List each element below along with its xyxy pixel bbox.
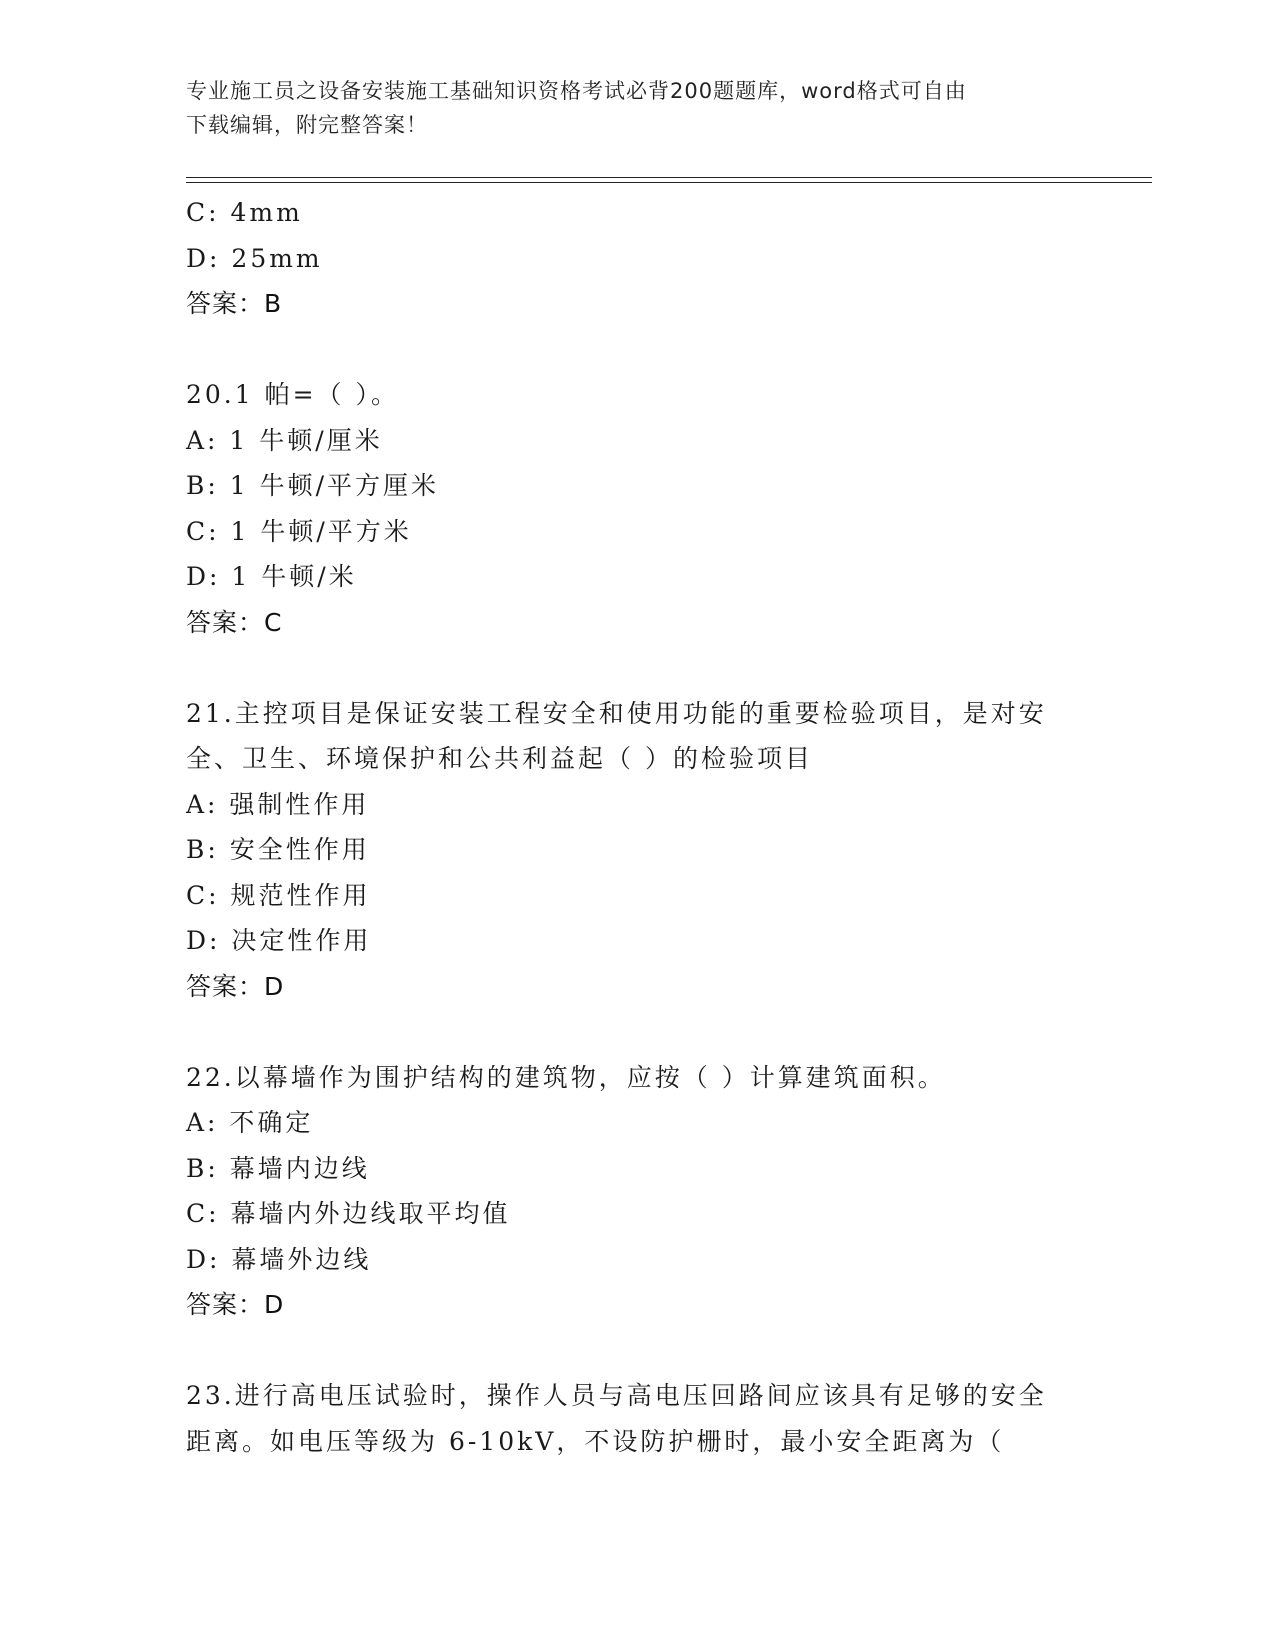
header-rule-bottom <box>186 182 1152 183</box>
question-stem-line-2: 距离。如电压等级为 6-10kV，不设防护栅时，最小安全距离为（ <box>186 1426 1005 1456</box>
spacer <box>186 645 1086 691</box>
option-d: D: 幕墙外边线 <box>186 1244 372 1274</box>
header-rule-top <box>186 177 1152 178</box>
answer-line: 答案：C <box>186 607 283 637</box>
option-a: A: 不确定 <box>186 1108 314 1137</box>
option-c: C: 4mm <box>186 198 303 227</box>
option-d: D: 1 牛顿/米 <box>186 562 357 591</box>
spacer <box>186 1328 1086 1374</box>
option-c: C: 规范性作用 <box>186 880 371 910</box>
option-b: B: 幕墙内边线 <box>186 1153 370 1183</box>
option-a: A: 1 牛顿/厘米 <box>186 425 383 455</box>
question-19-tail <box>186 190 1086 327</box>
question-stem: 22.以幕墙作为围护结构的建筑物，应按（ ）计算建筑面积。 <box>186 1062 946 1092</box>
option-c: C: 1 牛顿/平方米 <box>186 516 412 546</box>
question-stem-line-1: 23.进行高电压试验时，操作人员与高电压回路间应该具有足够的安全 <box>186 1381 1047 1410</box>
spacer <box>186 327 1086 373</box>
question-20 <box>186 372 1086 645</box>
spacer <box>186 1009 1086 1055</box>
question-23 <box>186 1373 1086 1464</box>
answer-line: 答案：D <box>186 971 285 1001</box>
header-line-1: 专业施工员之设备安装施工基础知识资格考试必背200题题库，word格式可自由 <box>186 79 967 103</box>
document-body <box>186 190 1086 1464</box>
question-21 <box>186 691 1086 1010</box>
header-line-2: 下载编辑，附完整答案！ <box>186 113 428 137</box>
option-d: D: 决定性作用 <box>186 926 372 955</box>
option-c: C: 幕墙内外边线取平均值 <box>186 1199 511 1228</box>
question-22 <box>186 1055 1086 1328</box>
question-stem: 20.1 帕=（ ）。 <box>186 380 400 409</box>
answer-line: 答案：B <box>186 289 283 318</box>
option-b: B: 1 牛顿/平方厘米 <box>186 471 440 500</box>
document-header <box>186 74 1066 142</box>
answer-line: 答案：D <box>186 1290 285 1319</box>
question-stem-line-1: 21.主控项目是保证安装工程安全和使用功能的重要检验项目，是对安 <box>186 698 1047 728</box>
option-a: A: 强制性作用 <box>186 789 370 819</box>
question-stem-line-2: 全、卫生、环境保护和公共利益起（ ）的检验项目 <box>186 744 813 773</box>
option-b: B: 安全性作用 <box>186 835 370 864</box>
option-d: D: 25mm <box>186 243 323 273</box>
